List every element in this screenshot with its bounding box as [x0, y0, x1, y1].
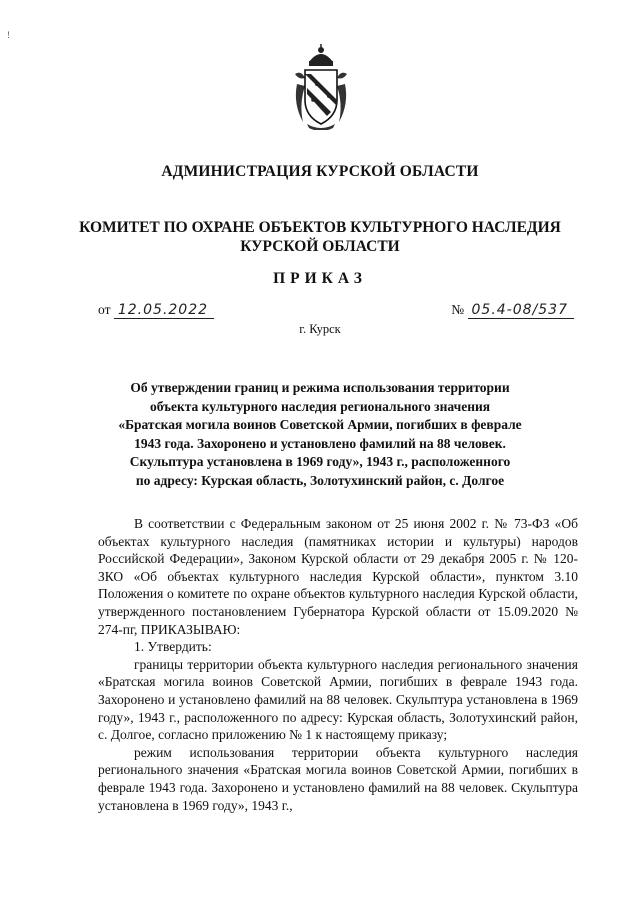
corner-mark: ! [7, 30, 10, 40]
administration-title: АДМИНИСТРАЦИЯ КУРСКОЙ ОБЛАСТИ [161, 163, 479, 180]
title-line-3: «Братская могила воинов Советской Армии, погибших в феврале [118, 417, 522, 432]
order-title [90, 379, 550, 490]
coat-of-arms-icon [291, 44, 351, 130]
title-line-5: Скульптура установлена в 1969 году», 1943 г., расположенного [129, 454, 511, 469]
city: г. Курск [299, 322, 341, 336]
body-paragraph-regime: режим использования территории объекта культурного наследия регионального значения «Братская могила воинов Советской Армии, погибших в феврале 1943 года. Захоронено и установлено фамилий на 88 человек. Скульптура установлена в 1969 году», 1943 г., [98, 744, 578, 813]
body-paragraph-legal-basis: В соответствии с Федеральным законом от 25 июня 2002 г. № 73-ФЗ «Об объектах культурного наследия (памятниках истории и культуры) народов Российской Федерации», Законом Курской области от 29 декабря 2005 г. № 120-ЗКО «Об объектах культурного наследия Курской области», пунктом 3.10 Положения о комитете по охране объектов культурного наследия Курской области, утвержденного постановлением Губернатора Курской области от 15.09.2020 № 274-пг, ПРИКАЗЫВАЮ: [98, 516, 578, 637]
title-line-1: Об утверждении границ и режима использования территории [130, 380, 510, 395]
committee-line-2: КУРСКОЙ ОБЛАСТИ [240, 238, 400, 255]
committee-title [0, 218, 640, 256]
body-paragraph-approve: 1. Утвердить: [134, 639, 212, 655]
number-row [451, 302, 574, 318]
committee-line-1: КОМИТЕТ ПО ОХРАНЕ ОБЪЕКТОВ КУЛЬТУРНОГО НАСЛЕДИЯ [79, 219, 561, 236]
date-prefix: от [98, 302, 111, 317]
number-value: 05.4-08/537 [468, 302, 574, 319]
order-body [98, 515, 578, 814]
date-row [98, 302, 214, 318]
title-line-6: по адресу: Курская область, Золотухинский район, с. Долгое [135, 472, 505, 488]
date-value: 12.05.2022 [114, 302, 214, 319]
title-line-2: объекта культурного наследия регионального значения [149, 398, 491, 414]
title-line-4: 1943 года. Захоронено и установлено фамилий на 88 человек. [134, 435, 506, 451]
document-type: ПРИКАЗ [273, 270, 367, 287]
number-prefix: № [451, 302, 465, 317]
body-paragraph-boundaries: границы территории объекта культурного наследия регионального значения «Братская могила воинов Советской Армии, погибших в феврале 1943 года. Захоронено и установлено фамилий на 88 человек. Скульптура установлена в 1969 году», 1943 г., расположенного по адресу: Курская область, Золотухинский район, с. Долгое, согласно приложению № 1 к настоящему приказу; [98, 656, 578, 743]
